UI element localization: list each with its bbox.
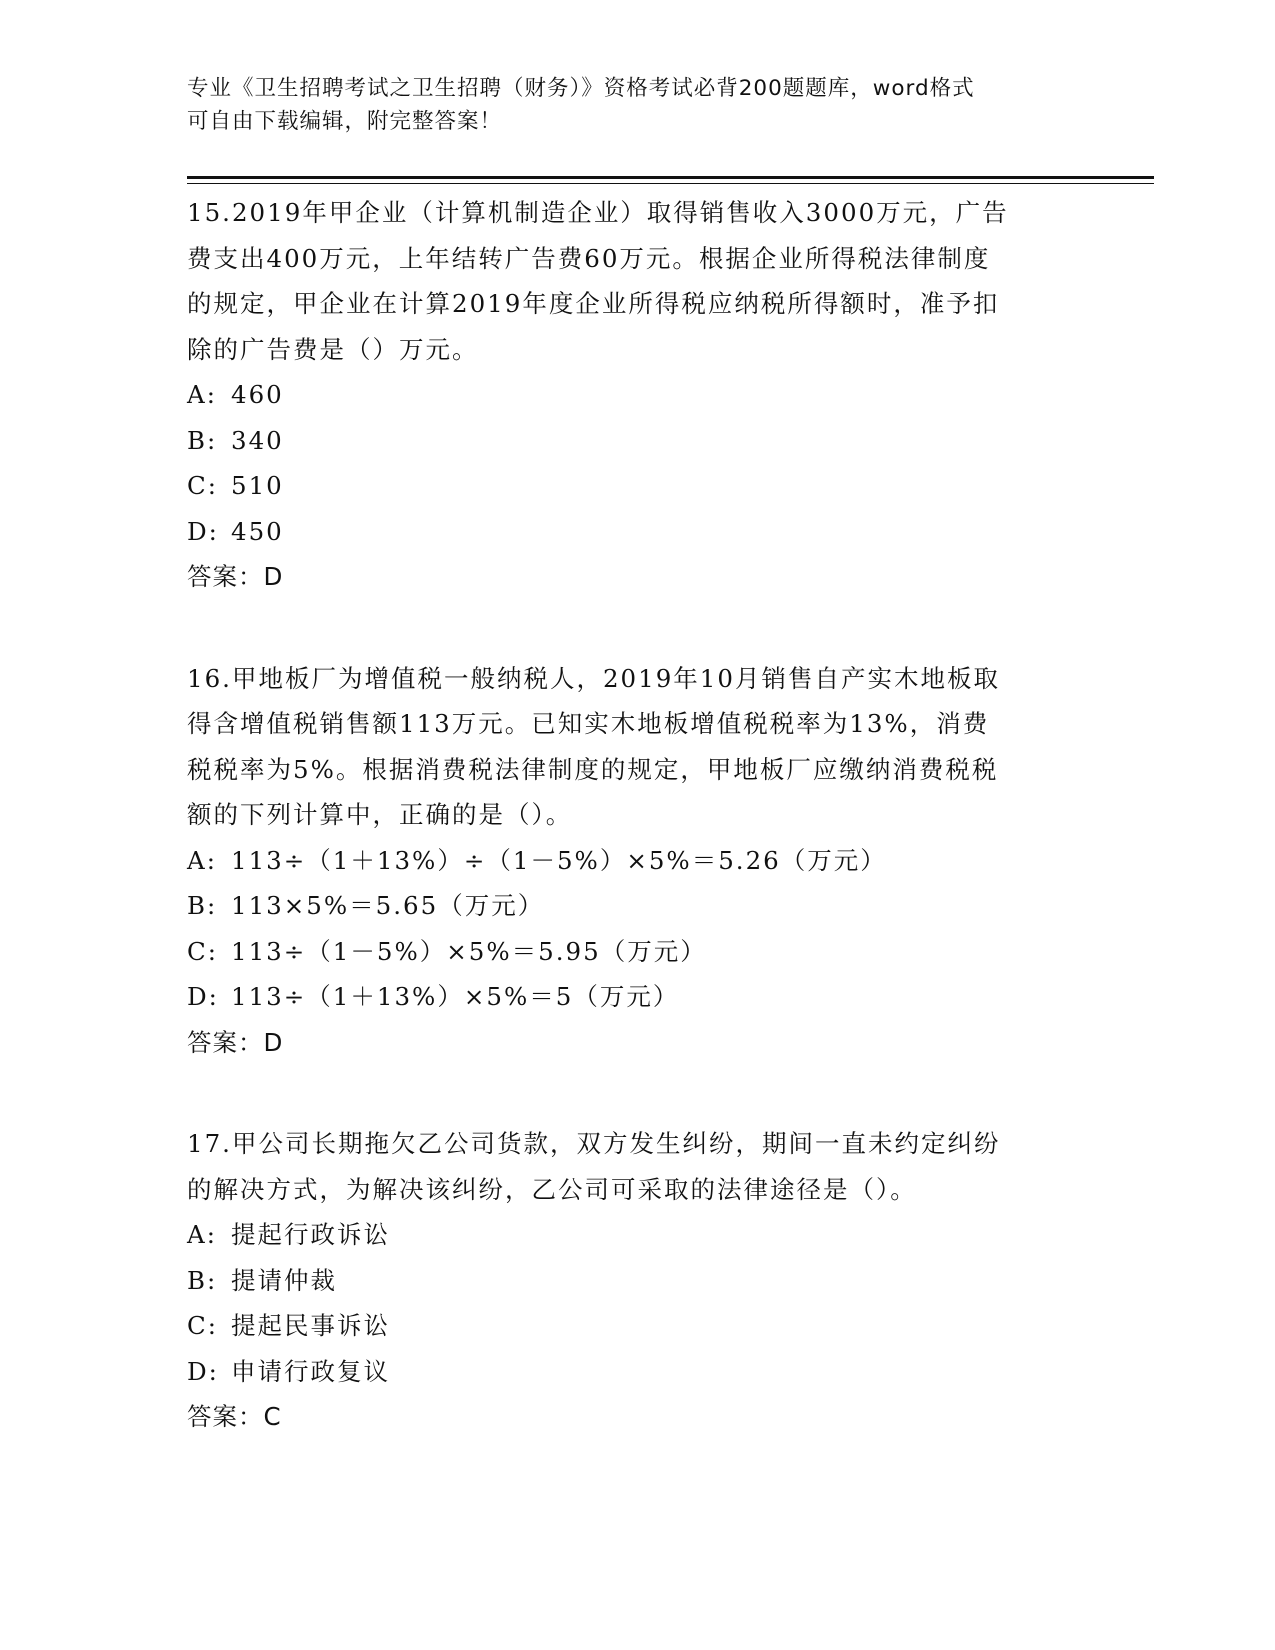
- question-16: [187, 656, 1087, 1066]
- option-d: [187, 974, 1087, 1020]
- option-d: [187, 509, 1087, 555]
- option-letter: B:: [187, 1265, 218, 1295]
- option-text: 460: [231, 380, 284, 409]
- option-a: [187, 372, 1087, 418]
- option-text: 510: [231, 471, 284, 500]
- option-letter: C:: [187, 471, 219, 500]
- option-b: [187, 418, 1087, 464]
- question-list: [187, 190, 1087, 1496]
- document-header: [187, 72, 1067, 138]
- header-line-2: 可自由下载编辑，附完整答案！: [187, 109, 503, 134]
- question-15: [187, 190, 1087, 600]
- header-divider-thin: [187, 183, 1154, 184]
- question-stem-line: 15.2019年甲企业（计算机制造企业）取得销售收入3000万元，广告: [187, 198, 1009, 227]
- question-stem-line: 费支出400万元，上年结转广告费60万元。根据企业所得税法律制度: [187, 243, 991, 273]
- option-letter: A:: [187, 380, 217, 409]
- option-a: [187, 1212, 1087, 1258]
- option-letter: A:: [187, 845, 217, 875]
- option-b: [187, 883, 1087, 929]
- question-stem-line: 的解决方式，为解决该纠纷，乙公司可采取的法律途径是（）。: [187, 1174, 917, 1204]
- option-letter: C:: [187, 936, 219, 966]
- option-letter: B:: [187, 425, 218, 455]
- option-b: [187, 1258, 1087, 1304]
- option-text: 113÷（1＋13%）÷（1－5%）×5%＝5.26（万元）: [231, 845, 887, 875]
- header-divider-thick: [187, 176, 1154, 179]
- option-a: [187, 838, 1087, 884]
- question-stem-line: 17.甲公司长期拖欠乙公司货款，双方发生纠纷，期间一直未约定纠纷: [187, 1129, 1001, 1158]
- question-stem-line: 额的下列计算中，正确的是（）。: [187, 800, 573, 829]
- option-text: 340: [231, 425, 284, 455]
- option-text: 提起民事诉讼: [231, 1311, 390, 1340]
- option-letter: B:: [187, 891, 218, 920]
- question-17: [187, 1121, 1087, 1440]
- option-c: [187, 929, 1087, 975]
- option-d: [187, 1349, 1087, 1395]
- option-letter: D:: [187, 516, 219, 546]
- option-text: 113×5%＝5.65（万元）: [231, 891, 545, 920]
- option-text: 申请行政复议: [231, 1356, 390, 1386]
- option-letter: D:: [187, 1356, 219, 1386]
- question-stem-line: 得含增值税销售额113万元。已知实木地板增值税税率为13%，消费: [187, 709, 990, 738]
- question-stem-line: 16.甲地板厂为增值税一般纳税人，2019年10月销售自产实木地板取: [187, 663, 1000, 693]
- question-stem-line: 除的广告费是（）万元。: [187, 334, 479, 364]
- question-stem-line: 的规定，甲企业在计算2019年度企业所得税应纳税所得额时，准予扣: [187, 289, 1000, 318]
- option-c: [187, 463, 1087, 509]
- option-text: 450: [231, 516, 284, 546]
- question-stem-line: 税税率为5%。根据消费税法律制度的规定，甲地板厂应缴纳消费税税: [187, 754, 999, 784]
- header-line-1: 专业《卫生招聘考试之卫生招聘（财务）》资格考试必背200题题库，word格式: [187, 76, 975, 101]
- answer-line: 答案：C: [187, 1402, 282, 1431]
- option-letter: D:: [187, 982, 219, 1011]
- option-letter: A:: [187, 1220, 217, 1249]
- answer-line: 答案：D: [187, 1027, 284, 1057]
- option-text: 提起行政诉讼: [231, 1220, 390, 1249]
- option-text: 提请仲裁: [231, 1265, 337, 1295]
- answer-line: 答案：D: [187, 562, 284, 591]
- option-text: 113÷（1－5%）×5%＝5.95（万元）: [231, 936, 707, 966]
- option-c: [187, 1303, 1087, 1349]
- option-text: 113÷（1＋13%）×5%＝5（万元）: [231, 982, 680, 1011]
- option-letter: C:: [187, 1311, 219, 1340]
